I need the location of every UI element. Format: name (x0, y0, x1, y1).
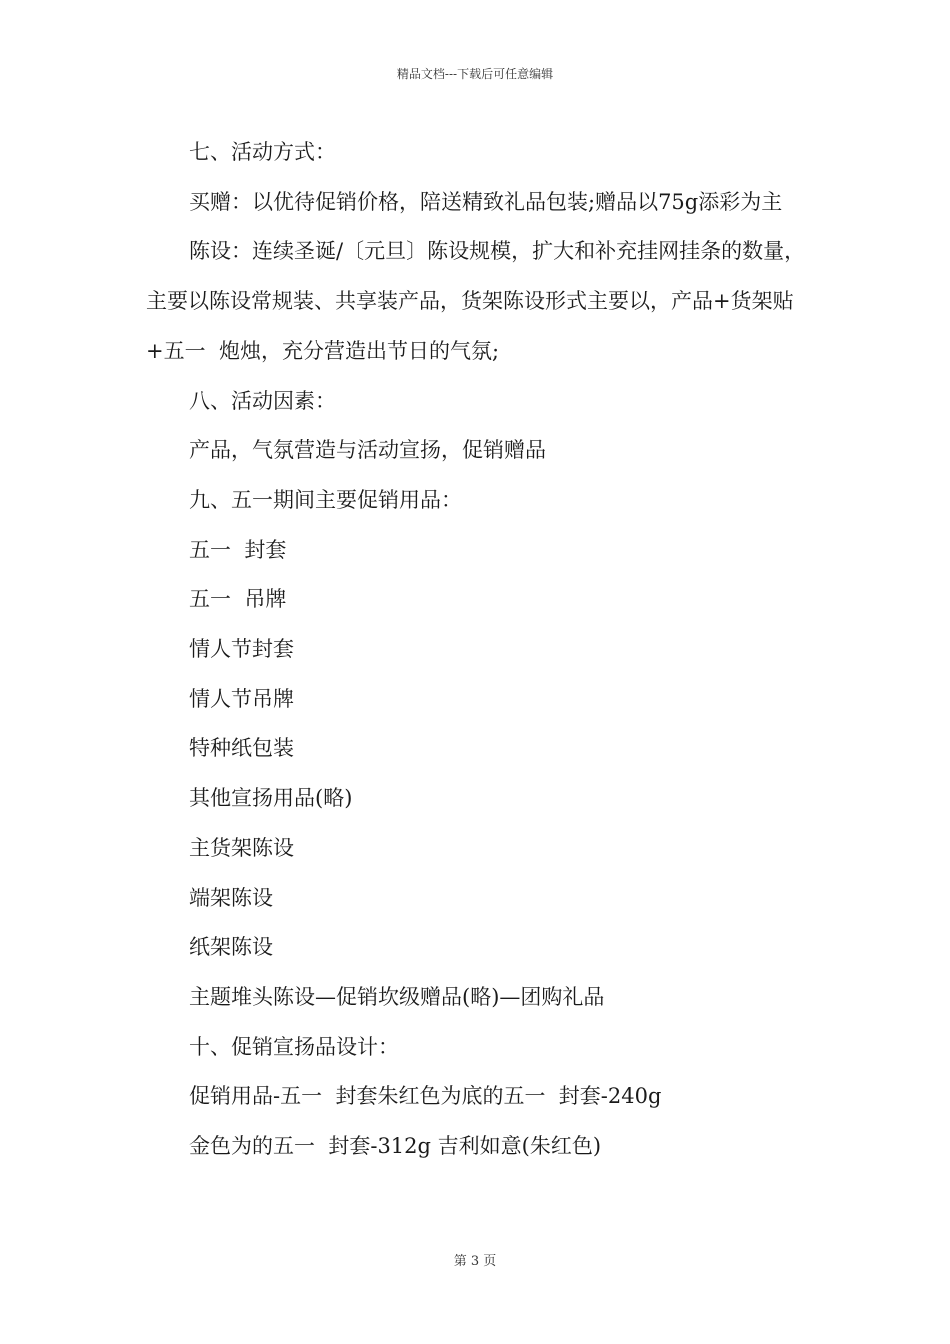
section-heading-activity-factors: 八、活动因素： (189, 388, 336, 413)
list-item: 其他宣扬用品(略) (189, 786, 353, 811)
list-item: 端架陈设 (189, 885, 273, 910)
list-item: 纸架陈设 (189, 935, 273, 960)
document-body (146, 128, 810, 1172)
paragraph-design-2: 金色为的五一 封套-312g 吉利如意(朱红色) (189, 1134, 602, 1159)
section-heading-promo-design: 十、促销宣扬品设计： (189, 1034, 399, 1059)
list-item: 五一 封套 (189, 537, 287, 562)
paragraph-design-1: 促销用品-五一 封套朱红色为底的五一 封套-240g (189, 1084, 662, 1109)
list-item: 五一 吊牌 (189, 587, 287, 612)
page-header: 精品文档---下载后可任意编辑 (396, 67, 554, 81)
paragraph-gift-offer: 买赠：以优待促销价格，陪送精致礼品包装;赠品以75g添彩为主 (189, 189, 783, 214)
page-number: 第 3 页 (453, 1254, 497, 1269)
section-heading-activity-method: 七、活动方式： (189, 140, 336, 164)
list-item: 主题堆头陈设—促销坎级赠品(略)—团购礼品 (189, 984, 605, 1009)
list-item: 特种纸包装 (189, 736, 294, 761)
list-item: 情人节封套 (189, 637, 294, 662)
section-heading-promo-items: 九、五一期间主要促销用品： (189, 487, 462, 512)
list-item: 主货架陈设 (189, 835, 294, 860)
paragraph-display: 陈设：连续圣诞/〔元旦〕陈设规模，扩大和补充挂网挂条的数量，主要以陈设常规装、共享装产品，货架陈设形式主要以，产品+货架贴+五一 炮烛，充分营造出节日的气氛; (146, 239, 806, 363)
paragraph-factors: 产品，气氛营造与活动宣扬，促销赠品 (189, 438, 546, 463)
list-item: 情人节吊牌 (189, 686, 294, 711)
